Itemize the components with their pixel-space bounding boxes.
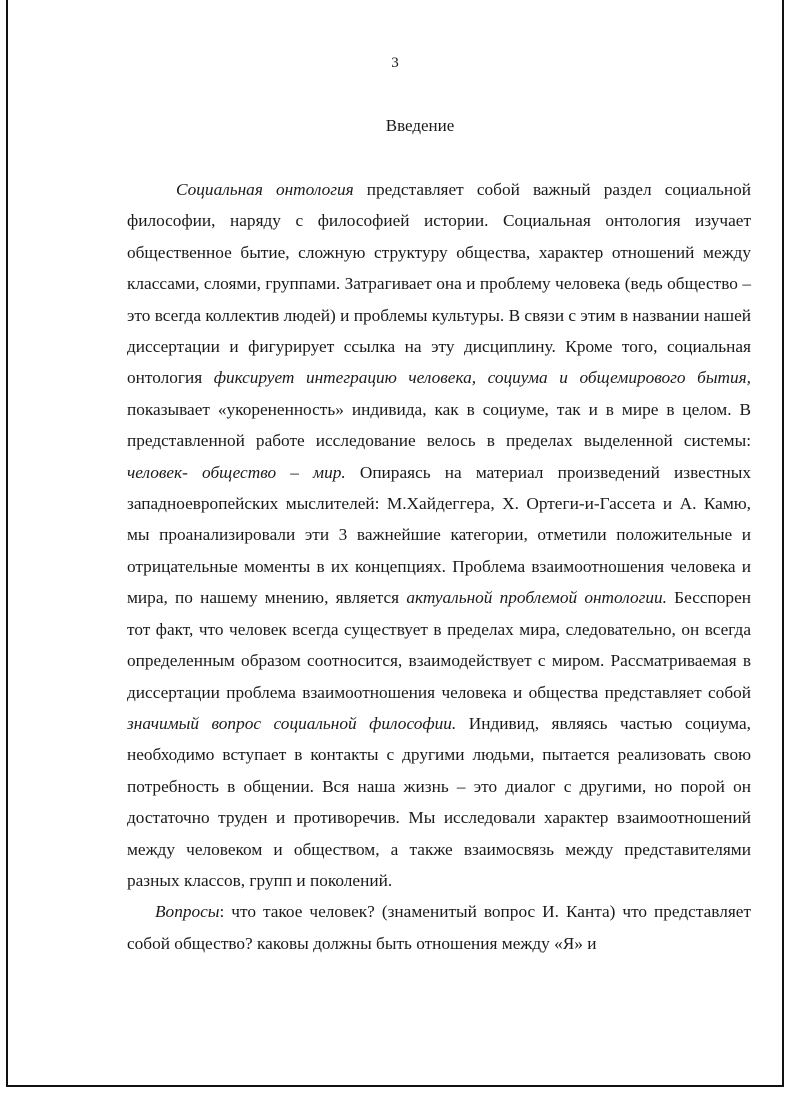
text-segment: актуальной проблемой онтологии. xyxy=(406,588,667,608)
text-segment: Опираясь на материал произведений известных западноевропейских мыслителей: М.Хайдеггера, Х. Ортеги-и-Гассета и А. Камю, мы проанализировали эти 3 важнейшие категории, отметили положительные и отрицательные моменты в их концепциях. Проблема взаимоотношения человека и мира, по нашему мнению, является xyxy=(127,462,751,608)
text-segment: фиксирует интеграцию человека, социума и общемирового бытия, xyxy=(213,368,751,388)
body-text xyxy=(127,174,751,959)
text-segment: Вопросы xyxy=(155,902,220,922)
section-title: Введение xyxy=(385,116,455,135)
text-segment: человек- общество – мир. xyxy=(127,462,346,482)
text-segment: Индивид, являясь частью социума, необходимо вступает в контакты с другими людьми, пытается реализовать свою потребность в общении. Вся наша жизнь – это диалог с другими, но порой он достаточно труден и противоречив. Мы исследовали характер взаимоотношений между человеком и обществом, а также взаимосвязь между представителями разных классов, групп и поколений. xyxy=(127,713,751,890)
text-segment: показывает «укорененность» индивида, как в социуме, так и в мире в целом. В представленной работе исследование велось в пределах выделенной системы: xyxy=(127,399,751,451)
text-segment: : что такое человек? (знаменитый вопрос И. Канта) что представляет собой общество? каковы должны быть отношения между «Я» и xyxy=(127,902,751,953)
paragraph-introduction xyxy=(127,174,751,896)
document-page xyxy=(6,0,784,1087)
text-segment: Социальная онтология xyxy=(176,180,354,199)
text-segment: представляет собой важный раздел социальной философии, наряду с философией истории. Социальная онтология изучает общественное бытие, сложную структуру общества, характер отношений между классами, слоями, группами. Затрагивает она и проблему человека (ведь общество – это всегда коллектив людей) и проблемы культуры. В связи с этим в названии нашей диссертации и фигурирует ссылка на эту дисциплину. Кроме того, социальная онтология xyxy=(127,180,751,388)
paragraph-questions xyxy=(127,896,751,959)
text-segment: Бесспорен тот факт, что человек всегда существует в пределах мира, следовательно, он всегда определенным образом соотносится, взаимодействует с миром. Рассматриваемая в диссертации проблема взаимоотношения человека и общества представляет собой xyxy=(127,588,751,702)
text-segment: значимый вопрос социальной философии. xyxy=(127,713,457,733)
page-number: 3 xyxy=(391,55,399,71)
